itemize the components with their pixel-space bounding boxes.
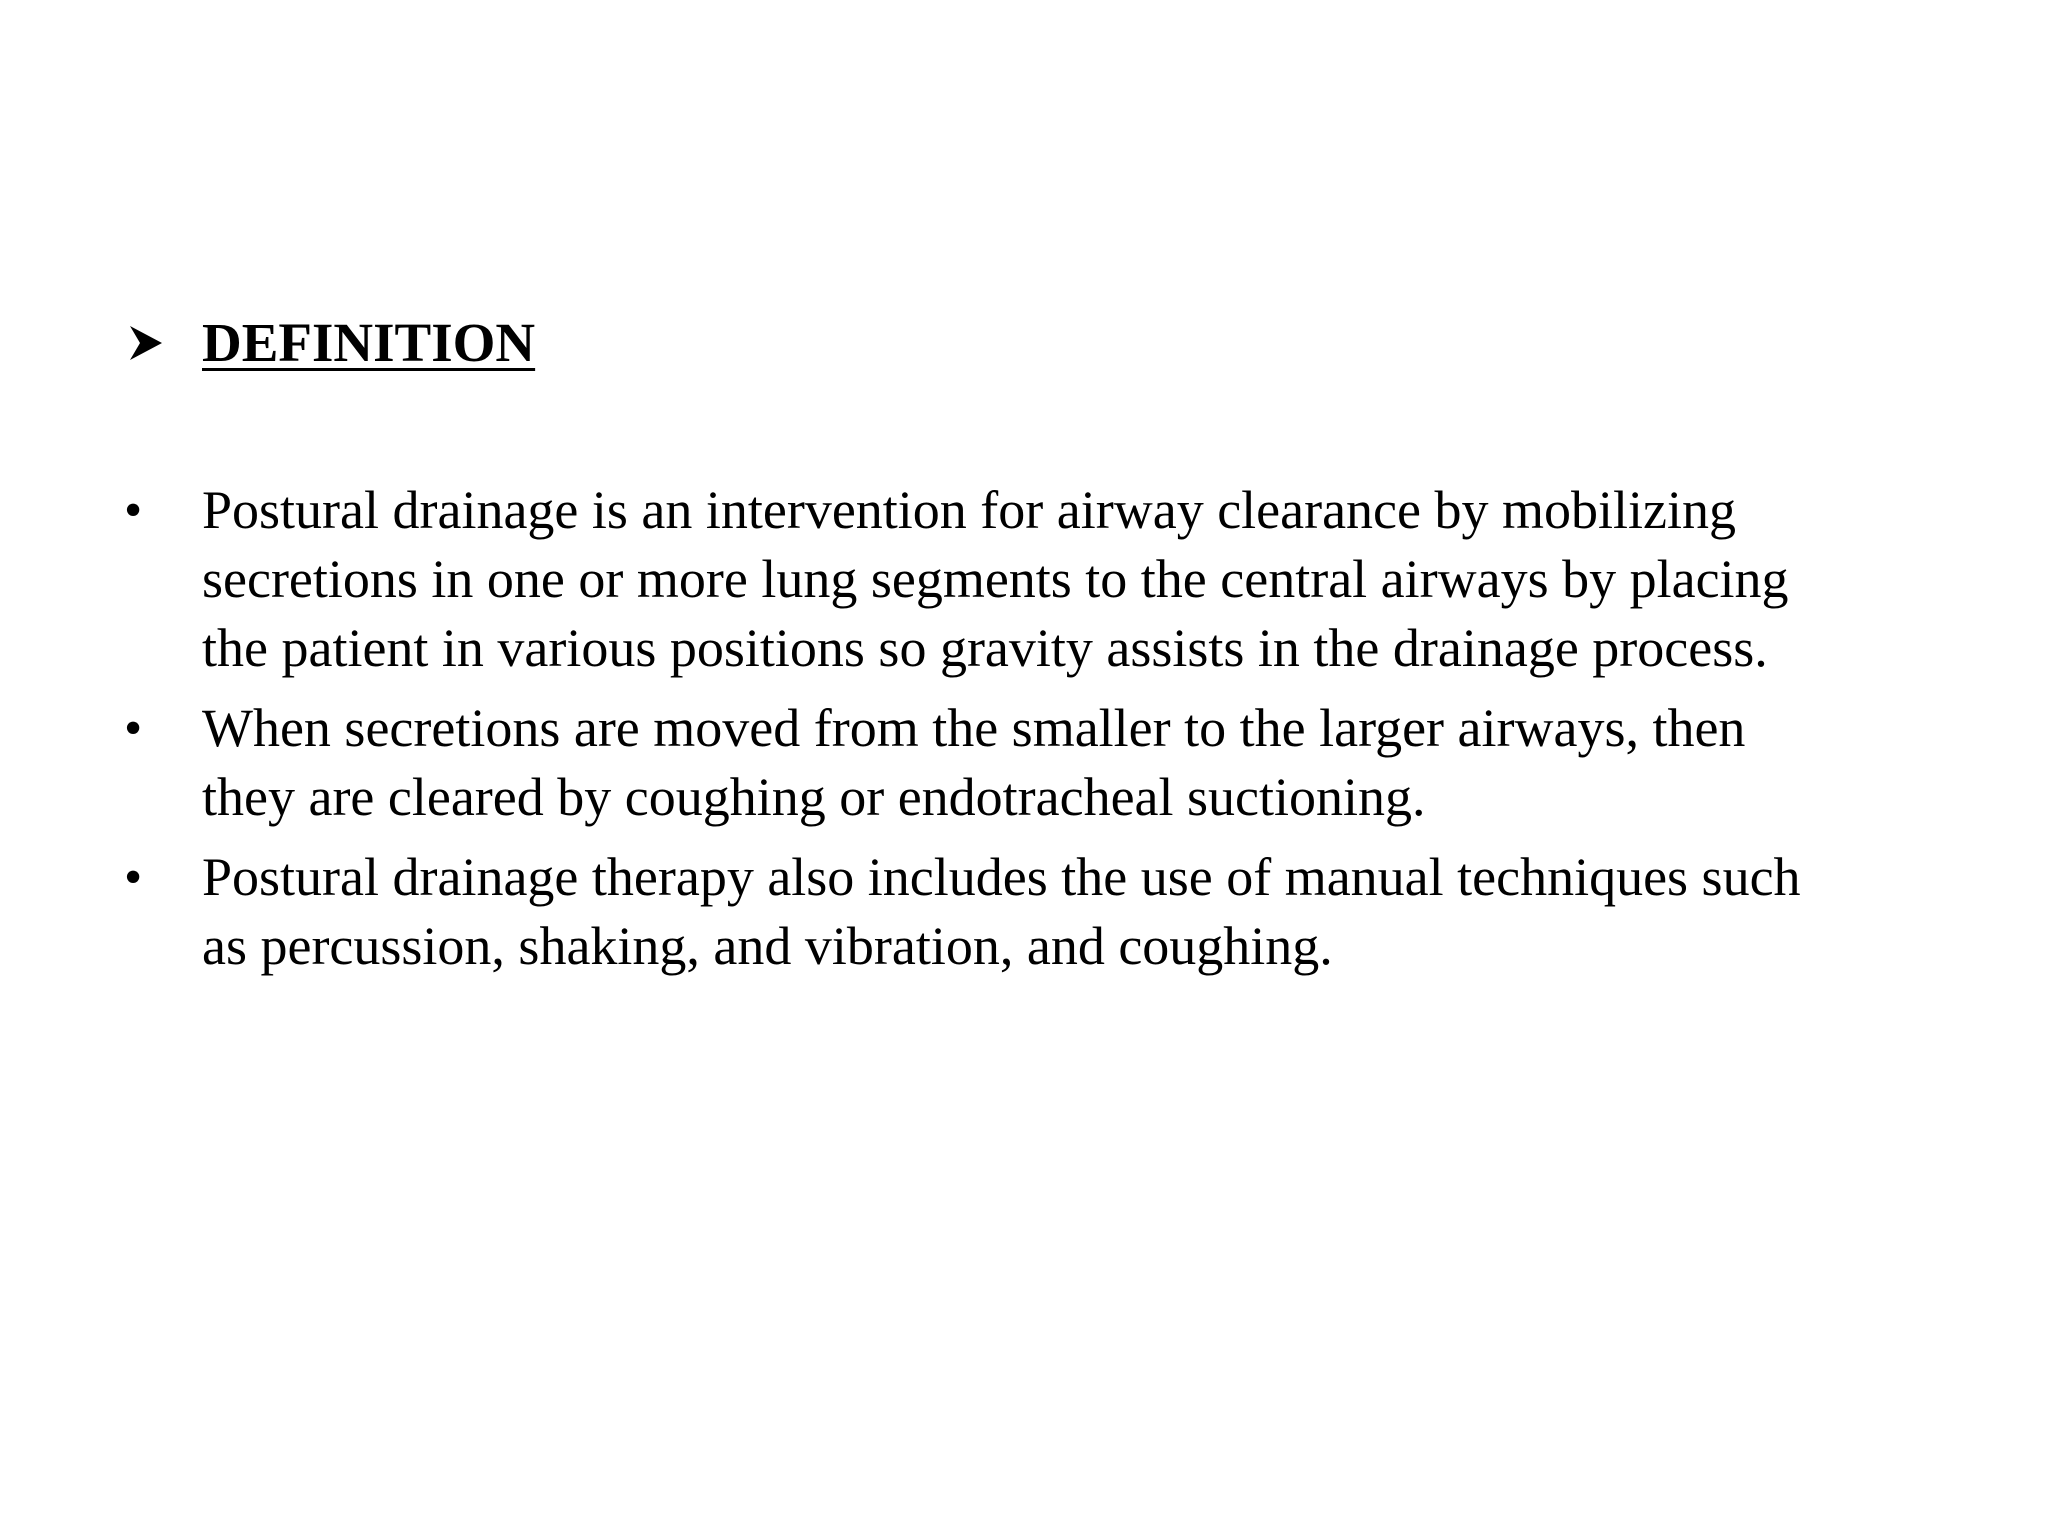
bullet-dot-icon: •: [124, 849, 143, 906]
bullet-item: [120, 843, 1940, 981]
definition-heading: [128, 308, 535, 378]
bullet-dot-icon: •: [124, 482, 143, 539]
bullet-item: [120, 694, 1940, 832]
bullet-text: Postural drainage is an intervention for airway clearance by mobilizing secretions in one or more lung segments to the central airways by placing the patient in various positions so gravity assists in the drainage process.: [202, 480, 1789, 678]
bullet-text: When secretions are moved from the smaller to the larger airways, then they are cleared by coughing or endotracheal suctioning.: [202, 698, 1746, 827]
arrowhead-bullet-icon: [128, 323, 164, 363]
heading-text: DEFINITION: [202, 312, 536, 373]
bullet-item: [120, 476, 1940, 683]
bullet-dot-icon: •: [124, 700, 143, 757]
bullet-list: [120, 476, 1940, 992]
bullet-text: Postural drainage therapy also includes the use of manual techniques such as percussion, shaking, and vibration, and coughing.: [202, 847, 1801, 976]
